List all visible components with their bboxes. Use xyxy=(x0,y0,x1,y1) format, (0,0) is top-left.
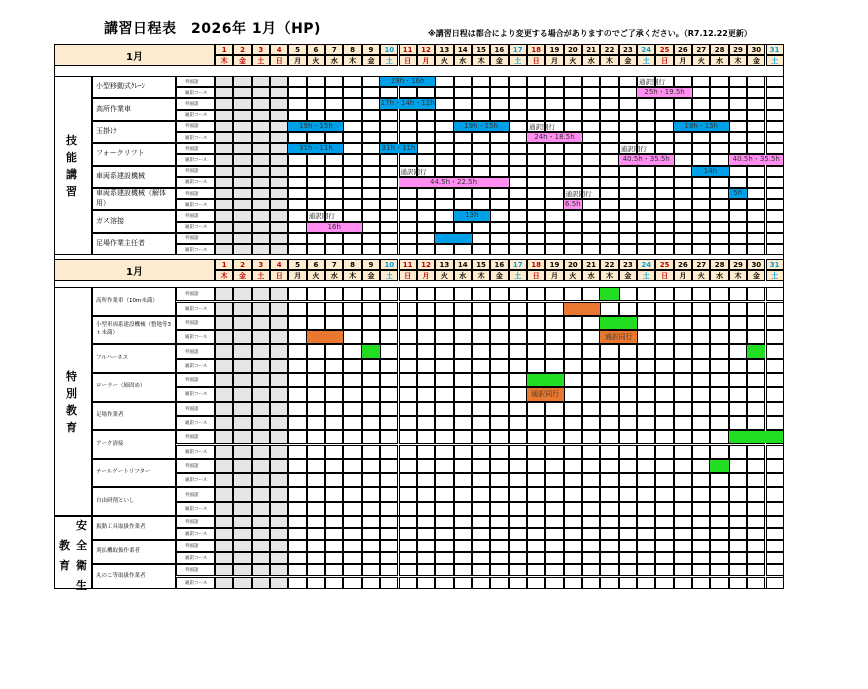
day-number: 5 xyxy=(288,44,306,55)
section-char: 別 xyxy=(66,386,77,400)
course-name: フルハーネス xyxy=(92,344,176,373)
sub-row-label: 通訳コース xyxy=(176,154,215,165)
section-char: 教 xyxy=(66,403,77,417)
sub-row-label: 外国語 xyxy=(176,210,215,221)
sub-row-label: 通訳コース xyxy=(176,359,215,373)
day-number: 29 xyxy=(729,44,747,55)
course-bar[interactable]: 通訳同行 xyxy=(527,388,564,400)
day-number: 8 xyxy=(343,44,361,55)
day-number: 19 xyxy=(545,259,563,270)
weekday: 水 xyxy=(582,55,600,66)
course-name: 玉掛け xyxy=(92,121,176,143)
day-number: 1 xyxy=(215,259,233,270)
sub-row-label: 通訳コース xyxy=(176,552,215,564)
weekday: 日 xyxy=(655,270,673,281)
section-char: 育 xyxy=(59,559,70,573)
sub-row-label: 通訳コース xyxy=(176,222,215,233)
sub-row-label: 外国語 xyxy=(176,564,215,576)
sub-row-label: 外国語 xyxy=(176,540,215,552)
course-bar[interactable]: 通訳同行 xyxy=(600,331,637,343)
day-number: 30 xyxy=(747,44,765,55)
weekday: 火 xyxy=(435,270,453,281)
weekday: 土 xyxy=(252,55,270,66)
course-name: アーク溶接 xyxy=(92,430,176,459)
weekday: 月 xyxy=(288,55,306,66)
sub-row-label: 通訳コース xyxy=(176,302,215,316)
interpreter-label: 通訳同行 xyxy=(528,122,555,131)
weekday: 日 xyxy=(270,55,288,66)
course-name: テールゲートリフター xyxy=(92,459,176,488)
sub-row-label: 外国語 xyxy=(176,487,215,501)
weekday: 木 xyxy=(343,55,361,66)
day-number: 10 xyxy=(380,44,398,55)
sub-row-label: 外国語 xyxy=(176,287,215,301)
weekday: 土 xyxy=(380,270,398,281)
sub-row-label: 外国語 xyxy=(176,76,215,87)
course-bar[interactable]: 19h・15h xyxy=(674,122,729,131)
course-bar[interactable]: 17h・14h・12h xyxy=(380,99,435,108)
interpreter-label: 通訳同行 xyxy=(620,145,647,154)
course-bar[interactable]: 16h xyxy=(307,223,362,232)
day-number: 6 xyxy=(307,259,325,270)
weekday: 金 xyxy=(490,55,508,66)
course-name: 車両系建設機械（解体用） xyxy=(92,188,176,210)
sub-row-label: 外国語 xyxy=(176,233,215,244)
day-number: 27 xyxy=(692,259,710,270)
weekday: 土 xyxy=(637,55,655,66)
section-char: 育 xyxy=(66,420,77,434)
sub-row-label: 通訳コース xyxy=(176,177,215,188)
course-bar[interactable]: 13h xyxy=(454,211,491,220)
weekday: 金 xyxy=(619,270,637,281)
day-number: 2 xyxy=(233,44,251,55)
day-number: 10 xyxy=(380,259,398,270)
interpreter-label: 通訳同行 xyxy=(639,78,666,86)
day-number: 31 xyxy=(766,44,784,55)
weekday: 火 xyxy=(564,270,582,281)
day-number: 1 xyxy=(215,44,233,55)
section-char: 講 xyxy=(66,167,77,181)
course-bar[interactable]: 40.5h・35.5h xyxy=(619,155,674,164)
day-number: 21 xyxy=(582,259,600,270)
course-bar[interactable]: 14h xyxy=(692,167,729,176)
weekday: 月 xyxy=(545,270,563,281)
weekday: 土 xyxy=(766,270,784,281)
day-number: 13 xyxy=(435,44,453,55)
day-number: 17 xyxy=(509,259,527,270)
weekday: 木 xyxy=(343,270,361,281)
weekday: 金 xyxy=(233,270,251,281)
day-number: 27 xyxy=(692,44,710,55)
sub-row-label: 通訳コース xyxy=(176,110,215,121)
sub-row-label: 通訳コース xyxy=(176,445,215,459)
sub-row-label: 通訳コース xyxy=(176,132,215,143)
weekday: 金 xyxy=(619,55,637,66)
sub-row-label: 外国語 xyxy=(176,430,215,444)
day-number: 20 xyxy=(564,259,582,270)
day-number: 18 xyxy=(527,44,545,55)
day-number: 14 xyxy=(454,44,472,55)
weekday: 土 xyxy=(509,55,527,66)
weekday: 金 xyxy=(362,270,380,281)
day-number: 23 xyxy=(619,259,637,270)
section-char: 技 xyxy=(66,133,77,147)
weekday: 月 xyxy=(417,270,435,281)
course-name: 振動工具取扱作業者 xyxy=(92,516,176,540)
weekday: 火 xyxy=(564,55,582,66)
weekday: 月 xyxy=(545,55,563,66)
sub-row-label: 外国語 xyxy=(176,98,215,109)
weekday: 水 xyxy=(325,55,343,66)
day-number: 11 xyxy=(399,259,417,270)
day-number: 15 xyxy=(472,259,490,270)
interpreter-label: 通訳同行 xyxy=(565,190,592,198)
weekday: 木 xyxy=(600,270,618,281)
day-number: 17 xyxy=(509,44,527,55)
sub-row-label: 通訳コース xyxy=(176,502,215,516)
weekday: 日 xyxy=(527,55,545,66)
weekday: 土 xyxy=(509,270,527,281)
weekday: 木 xyxy=(472,270,490,281)
weekday: 水 xyxy=(710,55,728,66)
sub-row-label: 外国語 xyxy=(176,402,215,416)
day-number: 9 xyxy=(362,259,380,270)
sub-row-label: 外国語 xyxy=(176,143,215,154)
day-number: 29 xyxy=(729,259,747,270)
day-number: 22 xyxy=(600,259,618,270)
day-number: 28 xyxy=(710,259,728,270)
day-number: 26 xyxy=(674,44,692,55)
outer-border xyxy=(54,44,784,589)
course-name: ガス溶接 xyxy=(92,210,176,232)
day-number: 20 xyxy=(564,44,582,55)
course-bar[interactable]: 40.5h・35.5h xyxy=(729,155,784,164)
weekday: 金 xyxy=(362,55,380,66)
weekday: 土 xyxy=(766,55,784,66)
section-char: 全 xyxy=(76,539,87,553)
course-name: 小型車両系建設機械（整地等3ｔ未満） xyxy=(92,316,176,345)
weekday: 金 xyxy=(747,270,765,281)
course-bar[interactable]: 19h・15h xyxy=(288,122,343,131)
day-number: 4 xyxy=(270,259,288,270)
day-number: 14 xyxy=(454,259,472,270)
sub-row-label: 通訳コース xyxy=(176,87,215,98)
sub-row-label: 外国語 xyxy=(176,166,215,177)
course-bar[interactable]: 44.5h・22.5h xyxy=(399,178,509,187)
weekday: 木 xyxy=(472,55,490,66)
weekday: 木 xyxy=(729,270,747,281)
section-char: 特 xyxy=(66,369,77,383)
course-name: 丸のこ等取扱作業者 xyxy=(92,564,176,588)
weekday: 水 xyxy=(710,270,728,281)
weekday: 月 xyxy=(674,55,692,66)
section-char: 能 xyxy=(66,150,77,164)
weekday: 水 xyxy=(325,270,343,281)
day-number: 23 xyxy=(619,44,637,55)
weekday: 木 xyxy=(729,55,747,66)
course-bar[interactable]: 6.5h xyxy=(565,200,581,209)
day-number: 13 xyxy=(435,259,453,270)
day-number: 16 xyxy=(490,44,508,55)
sub-row-label: 通訳コース xyxy=(176,528,215,540)
weekday: 日 xyxy=(655,55,673,66)
course-bar[interactable]: 29h・16h xyxy=(380,77,435,86)
course-bar[interactable]: 25h・19.5h xyxy=(637,88,692,97)
interpreter-label: 通訳同行 xyxy=(400,167,427,176)
weekday: 日 xyxy=(270,270,288,281)
day-number: 26 xyxy=(674,259,692,270)
weekday: 木 xyxy=(215,55,233,66)
day-number: 2 xyxy=(233,259,251,270)
weekday: 火 xyxy=(692,55,710,66)
section-char: 習 xyxy=(66,184,77,198)
course-name: ローラー（締固め） xyxy=(92,373,176,402)
sub-row-label: 外国語 xyxy=(176,316,215,330)
course-name: 足場作業主任者 xyxy=(92,233,176,255)
weekday: 火 xyxy=(692,270,710,281)
weekday: 土 xyxy=(380,55,398,66)
weekday: 火 xyxy=(435,55,453,66)
day-number: 11 xyxy=(399,44,417,55)
weekday: 火 xyxy=(307,55,325,66)
sub-row-label: 通訳コース xyxy=(176,416,215,430)
weekday: 金 xyxy=(747,55,765,66)
day-number: 3 xyxy=(252,44,270,55)
course-bar[interactable]: 24h・18.5h xyxy=(527,133,582,142)
weekday: 金 xyxy=(233,55,251,66)
day-number: 31 xyxy=(766,259,784,270)
section-char: 教 xyxy=(59,539,70,553)
day-number: 24 xyxy=(637,44,655,55)
day-number: 24 xyxy=(637,259,655,270)
sub-row-label: 外国語 xyxy=(176,459,215,473)
sub-row-label: 通訳コース xyxy=(176,577,215,589)
sub-row-label: 外国語 xyxy=(176,516,215,528)
course-name: 高所作業車（10m未満） xyxy=(92,287,176,316)
section-char: 生 xyxy=(76,579,87,593)
weekday: 日 xyxy=(527,270,545,281)
sub-row-label: 通訳コース xyxy=(176,387,215,401)
course-name: 刈払機取扱作業者 xyxy=(92,540,176,564)
day-number: 28 xyxy=(710,44,728,55)
day-number: 12 xyxy=(417,44,435,55)
day-number: 5 xyxy=(288,259,306,270)
weekday: 日 xyxy=(399,55,417,66)
day-number: 3 xyxy=(252,259,270,270)
course-bar[interactable]: 19h・15h xyxy=(454,122,509,131)
section-char: 安 xyxy=(76,519,87,533)
day-number: 9 xyxy=(362,44,380,55)
weekday: 火 xyxy=(307,270,325,281)
sub-row-label: 外国語 xyxy=(176,373,215,387)
course-name: 自由研削といし xyxy=(92,487,176,516)
month-header-1: 1月 xyxy=(54,44,215,66)
weekday: 土 xyxy=(252,270,270,281)
day-number: 25 xyxy=(655,44,673,55)
day-number: 8 xyxy=(343,259,361,270)
weekday: 月 xyxy=(674,270,692,281)
weekday: 木 xyxy=(215,270,233,281)
weekday: 土 xyxy=(637,270,655,281)
day-number: 30 xyxy=(747,259,765,270)
sub-row-label: 通訳コース xyxy=(176,199,215,210)
course-name: 高所作業車 xyxy=(92,98,176,120)
day-number: 7 xyxy=(325,259,343,270)
weekday: 金 xyxy=(490,270,508,281)
course-name: 小型移動式ｸﾚｰﾝ xyxy=(92,76,176,98)
course-bar[interactable]: 31h・11h xyxy=(381,144,416,153)
sub-row-label: 通訳コース xyxy=(176,244,215,255)
update-note: ※講習日程は都合により変更する場合がありますのでご了承ください。（R7.12.22更新） xyxy=(428,29,752,38)
course-name: 車両系建設機械 xyxy=(92,166,176,188)
sub-row-label: 通訳コース xyxy=(176,330,215,344)
section-char: 衛 xyxy=(76,559,87,573)
sub-row-label: 通訳コース xyxy=(176,473,215,487)
day-number: 15 xyxy=(472,44,490,55)
sub-row-label: 外国語 xyxy=(176,344,215,358)
weekday: 日 xyxy=(399,270,417,281)
course-name: 足場作業者 xyxy=(92,402,176,431)
weekday: 水 xyxy=(454,270,472,281)
day-number: 12 xyxy=(417,259,435,270)
day-number: 22 xyxy=(600,44,618,55)
sub-row-label: 外国語 xyxy=(176,188,215,199)
day-number: 4 xyxy=(270,44,288,55)
day-number: 6 xyxy=(307,44,325,55)
sub-row-label: 外国語 xyxy=(176,121,215,132)
day-number: 18 xyxy=(527,259,545,270)
day-number: 7 xyxy=(325,44,343,55)
day-number: 16 xyxy=(490,259,508,270)
weekday: 月 xyxy=(288,270,306,281)
course-bar[interactable]: 5h xyxy=(729,189,747,198)
day-number: 21 xyxy=(582,44,600,55)
weekday: 木 xyxy=(600,55,618,66)
weekday: 水 xyxy=(454,55,472,66)
course-bar[interactable]: 31h・11h xyxy=(288,144,343,153)
day-number: 19 xyxy=(545,44,563,55)
interpreter-label: 通訳同行 xyxy=(308,212,335,221)
weekday: 水 xyxy=(582,270,600,281)
weekday: 月 xyxy=(417,55,435,66)
month-header-2: 1月 xyxy=(54,259,215,281)
day-number: 25 xyxy=(655,259,673,270)
course-name: フォークリフト xyxy=(92,143,176,165)
page-title: 講習日程表 2026年 1月（HP) xyxy=(104,21,321,37)
